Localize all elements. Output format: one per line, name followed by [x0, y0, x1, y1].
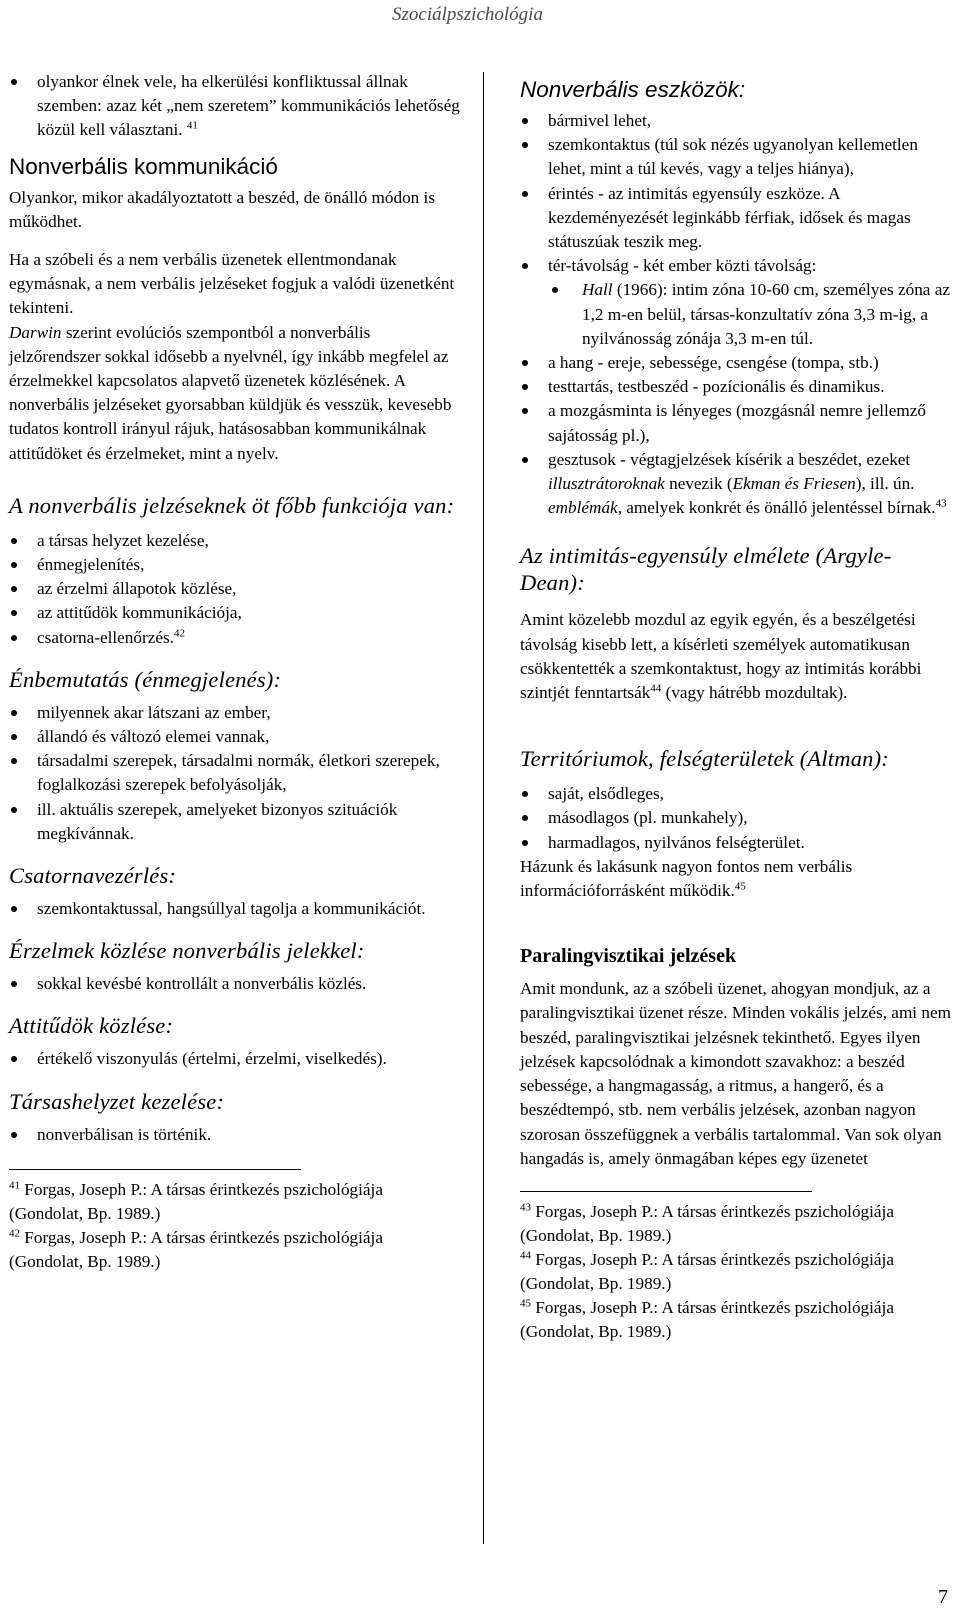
proxemics-list: [520, 278, 952, 351]
section-title: Nonverbális kommunikáció: [9, 153, 278, 179]
list-item: ill. aktuális szerepek, amelyeket bizonyos szituációk megkívánnak.: [9, 798, 461, 846]
footnote-rule: [9, 1169, 301, 1170]
list-item: az attitűdök kommunikációja,: [9, 601, 461, 625]
paraling-heading: Paralingvisztikai jelzések: [520, 945, 737, 968]
intimacy-heading: Az intimitás-egyensúly elmélete (Argyle-Dean):: [520, 543, 892, 596]
channel-heading: Csatornavezérlés:: [9, 863, 177, 889]
list-item: másodlagos (pl. munkahely),: [520, 806, 952, 830]
footnote: $^{45}$ Forgas, Joseph P.: A társas érintkezés pszichológiája (Gondolat, Bp. 1989.): [520, 1297, 894, 1341]
footnote: $^{44}$ Forgas, Joseph P.: A társas érintkezés pszichológiája (Gondolat, Bp. 1989.): [520, 1249, 894, 1293]
paragraph: Darwin szerint evolúciós szempontból a nonverbális jelzőrendszer sokkal idősebb a nyelvnél, így inkább megfelel az érzelmekkel kapcsolatos alapvető üzenetek közlésének. A nonverbális jelzéseket gyorsabban küldjük és vesszük, kevesebb tudatos kontroll irányul rájuk, hatásosabban kommunikálnak attitűdöket és érzelmeket, mint a nyelv.: [9, 322, 452, 463]
list-item: nonverbálisan is történik.: [9, 1123, 461, 1147]
footnote-rule: [520, 1191, 812, 1192]
paragraph: Amint közelebb mozdul az egyik egyén, és a beszélgetési távolság kisebb lett, a kísérleti személyek automatikusan csökkentették a szemkontaktust, hogy az intimitás korábbi szintjét fenntartsák$^{44}$ (vagy hátrébb mozdultak).: [520, 610, 922, 703]
page-number: 7: [938, 1586, 948, 1608]
paragraph: Ha a szóbeli és a nem verbális üzenetek ellentmondanak egymásnak, a nem verbális jelzéseket fogjuk a valódi üzenetként tekinteni.: [9, 250, 455, 318]
running-title: Szociálpszichológia: [392, 4, 543, 25]
footnote-ref: 45: [734, 880, 746, 893]
emotion-heading: Érzelmek közlése nonverbális jelekkel:: [9, 938, 365, 964]
tools-list: [520, 109, 952, 278]
territory-heading: Territóriumok, felségterületek (Altman):: [520, 746, 889, 772]
social-heading: Társashelyzet kezelése:: [9, 1088, 225, 1114]
list-item: testtartás, testbeszéd - pozícionális és dinamikus.: [520, 375, 952, 399]
list-item: a mozgásminta is lényeges (mozgásnál nemre jellemző sajátosság pl.),: [520, 399, 952, 447]
attitude-list: [9, 1047, 461, 1071]
footnote-ref: 44: [650, 682, 662, 695]
paragraph: Házunk és lakásunk nagyon fontos nem verbális információforrásként működik.$^{45}$: [520, 856, 853, 901]
list-item: bármivel lehet,: [520, 109, 952, 133]
paragraph: Amit mondunk, az a szóbeli üzenet, ahogyan mondjuk, az a paralingvisztikai üzenet része. Minden vokális jelzés, ami nem beszéd, paralingvisztikai jelzésnek tekinthető. Egyes ilyen jelzések kapcsolódnak a kimondott szavakhoz: a beszéd sebessége, a hangmagasság, a ritmus, a hangerő, és a beszédtempó, stb. nem verbális jelzések, azonban nagyon szorosan összefüggnek a verbális tartalommal. Van sok olyan hangadás is, amely önmagában képes egy üzenetet: [520, 979, 951, 1168]
footnote-ref: 42: [173, 626, 185, 639]
footnote: $^{41}$ Forgas, Joseph P.: A társas érintkezés pszichológiája (Gondolat, Bp. 1989.): [9, 1179, 383, 1223]
list-item: érintés - az intimitás egyensúly eszköze. A kezdeményezését leginkább férfiak, idősek és magas státuszúak teszik meg.: [520, 182, 952, 255]
social-list: [9, 1123, 461, 1147]
list-item: szemkontaktus (túl sok nézés ugyanolyan kellemetlen lehet, mint a túl kevés, vagy a teljes hiánya),: [520, 133, 952, 181]
footnote-ref: 43: [935, 497, 947, 510]
list-item: csatorna-ellenőrzés.$^{42}$: [9, 626, 461, 650]
tools-list-cont: [520, 351, 952, 520]
list-item: énmegjelenítés,: [9, 553, 461, 577]
self-heading: Énbemutatás (énmegjelenés):: [9, 666, 282, 692]
list-item: olyankor élnek vele, ha elkerülési konfliktussal állnak szemben: azaz két „nem szeretem” kommunikációs lehetőség közül kell választani. $^{41}$: [9, 70, 461, 143]
self-list: [9, 701, 461, 846]
attitude-heading: Attitűdök közlése:: [9, 1013, 174, 1039]
list-item: a hang - ereje, sebessége, csengése (tompa, stb.): [520, 351, 952, 375]
left-column: [9, 70, 461, 1274]
list-item: értékelő viszonyulás (értelmi, érzelmi, viselkedés).: [9, 1047, 461, 1071]
list-item: szemkontaktussal, hangsúllyal tagolja a kommunikációt.: [9, 897, 461, 921]
territory-list: [520, 782, 952, 855]
list-item: Hall (1966): intim zóna 10-60 cm, személyes zóna az 1,2 m-en belül, társas-konzultatív zóna 3,3 m-ig, a nyilvánosság zónája 3,3 m-en túl.: [548, 278, 952, 351]
list-item: saját, elsődleges,: [520, 782, 952, 806]
tools-heading: Nonverbális eszközök:: [520, 77, 746, 102]
footnote: $^{42}$ Forgas, Joseph P.: A társas érintkezés pszichológiája (Gondolat, Bp. 1989.): [9, 1227, 383, 1271]
functions-list: [9, 529, 461, 650]
paragraph: Olyankor, mikor akadályoztatott a beszéd, de önálló módon is működhet.: [9, 187, 436, 231]
list-item: társadalmi szerepek, társadalmi normák, életkori szerepek, foglalkozási szerepek befolyásolják,: [9, 749, 461, 797]
channel-list: [9, 897, 461, 921]
functions-heading: A nonverbális jelzéseknek öt főbb funkciója van:: [9, 492, 455, 518]
footnote-ref: 41: [186, 119, 198, 132]
column-divider: [483, 72, 484, 1544]
emotion-list: [9, 972, 461, 996]
list-item: állandó és változó elemei vannak,: [9, 725, 461, 749]
intro-list: [9, 70, 461, 143]
list-item: tér-távolság - két ember közti távolság:: [520, 254, 952, 278]
list-item: a társas helyzet kezelése,: [9, 529, 461, 553]
footnote: $^{43}$ Forgas, Joseph P.: A társas érintkezés pszichológiája (Gondolat, Bp. 1989.): [520, 1201, 894, 1245]
list-item: az érzelmi állapotok közlése,: [9, 577, 461, 601]
list-item: gesztusok - végtagjelzések kísérik a beszédet, ezeket illusztrátoroknak nevezik (Ekman és Friesen), ill. ún. emblémák, amelyek konkrét és önálló jelentéssel bírnak.$^{43}$: [520, 448, 952, 521]
list-item: milyennek akar látszani az ember,: [9, 701, 461, 725]
right-column: [520, 70, 952, 1344]
list-item: sokkal kevésbé kontrollált a nonverbális közlés.: [9, 972, 461, 996]
list-item: harmadlagos, nyilvános felségterület.: [520, 831, 952, 855]
